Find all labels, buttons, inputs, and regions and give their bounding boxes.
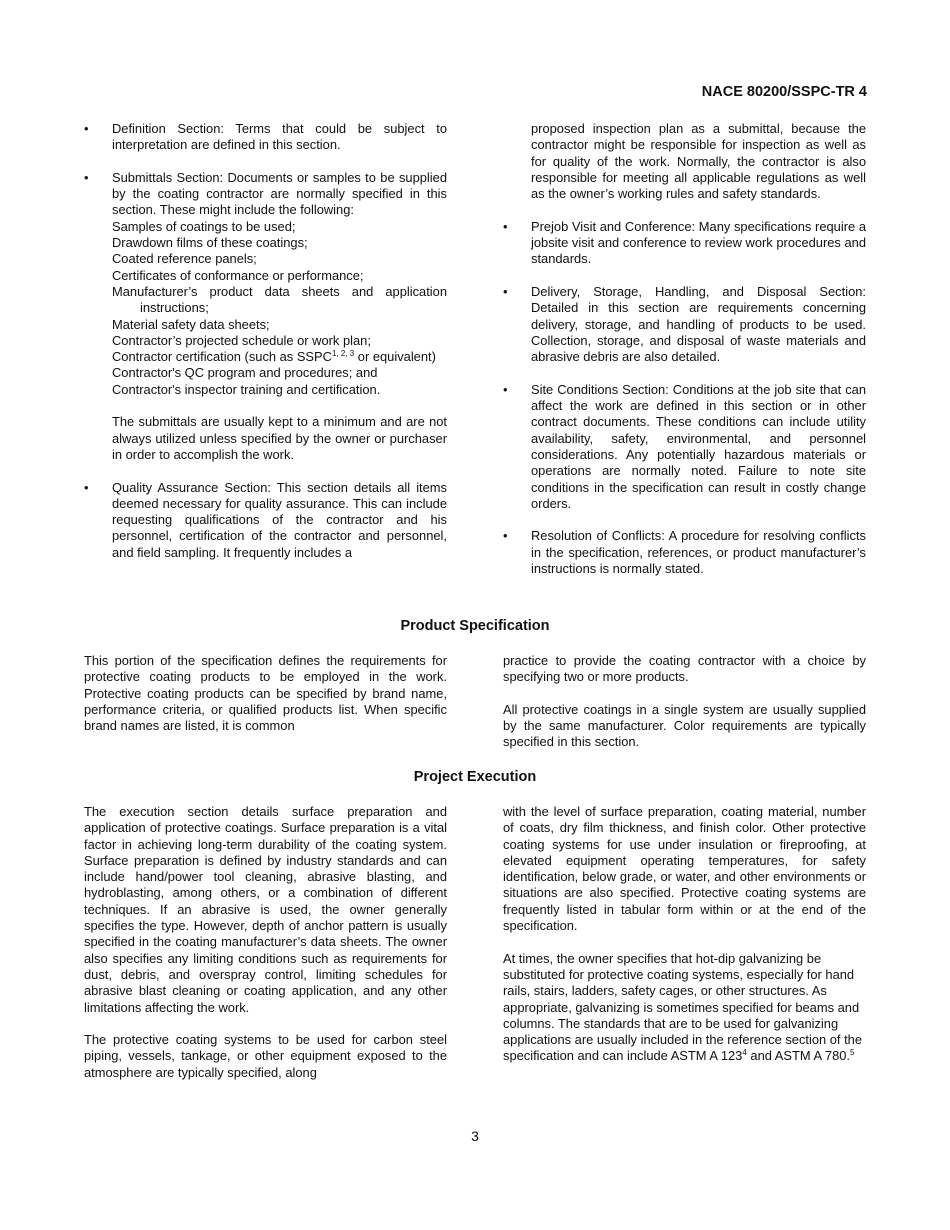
submittals-intro: Submittals Section: Documents or samples to be supplied by the coating contractor are normally specified in this section. These might include the following: [112,169,447,218]
product-spec-heading: Product Specification [400,618,550,634]
project-exec-left [84,804,447,1081]
bullet-icon: • [84,479,89,495]
project-exec-right [503,804,866,1065]
certification-tail: or equivalent) [354,349,436,365]
product-spec-left-text: This portion of the specification defines the requirements for protective coating products to be employed in the work. Protective coating products can be specified by brand name, performance criteria, or qualified products list. When specific brand names are listed, it is common [84,653,447,734]
list-item: Coated reference panels; [112,251,257,267]
project-exec-left-p2: The protective coating systems to be used for carbon steel piping, vessels, tankage, or other equipment exposed to the atmosphere are typically specified, along [84,1032,447,1080]
bullet-icon: • [503,381,508,397]
bullet-conflicts [503,528,866,577]
project-exec-heading: Project Execution [413,769,537,785]
list-item: Contractor's QC program and procedures; and [112,365,378,381]
right-column-top [503,121,866,577]
reference-superscript: 1, 2, 3 [331,349,355,359]
astm-mid-text: and ASTM A 780. [746,1048,851,1064]
page-number: 3 [471,1128,479,1144]
bullet-icon: • [503,528,508,544]
list-item: Manufacturer’s product data sheets and application instructions; [112,283,447,316]
list-item: Drawdown films of these coatings; [112,235,308,251]
list-item: Contractor’s projected schedule or work plan; [112,332,371,348]
list-item-certification [84,349,447,365]
bullet-prejob [503,219,866,268]
project-exec-left-p1: The execution section details surface preparation and application of protective coatings. Surface preparation is a vital factor in achieving long-term durability of the coating system. Surface preparation is defined by industry standards and can include hand/power tool cleaning, abrasive blasting, and hydroblasting, among others, or a combination of different techniques. If an abrasive is used, the owner generally specifies the type. However, depth of anchor pattern is usually specified in the coating manufacturer’s data sheets. The owner also specifies any limiting conditions such as requirements for dust, debris, and overspray control, limiting schedules for abrasive blast cleaning or coating application, and any other limitations affecting the work. [84,804,447,1015]
bullet-submittals [84,170,447,463]
bullet-icon: • [84,121,89,136]
product-spec-right-p1: practice to provide the coating contractor with a choice by specifying two or more products. [503,653,866,685]
product-spec-left [84,653,447,734]
bullet-delivery [503,284,866,365]
quality-text: Quality Assurance Section: This section details all items deemed necessary for quality assurance. This can include requesting qualifications of the contractor and his personnel, certification of the contractor and personnel, and field sampling. It frequently includes a [112,479,447,560]
quality-continued [503,121,866,202]
submittals-list [84,219,447,398]
list-item: Material safety data sheets; [112,316,270,332]
bullet-site [503,382,866,512]
definition-text: Definition Section: Terms that could be subject to interpretation are defined in this section. [112,121,447,153]
left-column-top [84,121,447,561]
prejob-text: Prejob Visit and Conference: Many specifications require a jobsite visit and conference to review work procedures and standards. [531,218,866,267]
delivery-text: Delivery, Storage, Handling, and Disposal Section: Detailed in this section are requirements concerning delivery, storage, and handling of products to be used. Collection, storage, and disposal of waste materials and abrasive debris are also detailed. [531,283,866,365]
bullet-icon: • [503,283,508,299]
product-spec-right [503,653,866,751]
project-exec-right-p2 [503,951,866,1065]
galvanizing-text: At times, the owner specifies that hot-dip galvanizing be substituted for protective coating systems, especially for hand rails, stairs, ladders, safety cages, or other structures. As appropriate, galvanizing is sometimes specified for beams and columns. The standards that are to be used for galvanizing applications are usually included in the reference section of the specification and can include ASTM A 123 [503,950,863,1064]
list-item: Samples of coatings to be used; [112,218,296,234]
bullet-icon: • [84,169,89,185]
list-item: Contractor's inspector training and certification. [112,381,381,397]
document-id-header: NACE 80200/SSPC-TR 4 [701,84,867,100]
certification-text: Contractor certification (such as SSPC [112,349,332,365]
site-text: Site Conditions Section: Conditions at the job site that can affect the work are defined in this section or in other contract documents. These conditions can include utility availability, safety, environmental, and personnel considerations. Any potentially hazardous materials or operations are normally noted. Failure to note site conditions in the specification can result in costly change orders. [531,381,866,511]
product-spec-right-p2: All protective coatings in a single system are usually supplied by the same manufacturer. Color requirements are typically specified in this section. [503,701,866,750]
bullet-icon: • [503,218,508,234]
reference-superscript-4: 4 [742,1048,747,1058]
quality-continued-text: proposed inspection plan as a submittal, because the contractor might be responsible for inspection as well as for quality of the work. Normally, the contractor is also responsible for meeting all applicable regulations as well as the owner’s working rules and safety standards. [531,121,866,202]
reference-superscript-5: 5 [850,1048,855,1058]
project-exec-right-p1: with the level of surface preparation, coating material, number of coats, dry film thickness, and finish color. Other protective coating systems for use under insulation or fireproofing, at elevated equipment operating temperatures, for safety identification, below grade, or water, and other environments or situations are also specified. Protective coating systems are frequently listed in tabular form within or at the end of the specification. [503,804,866,934]
submittals-note: The submittals are usually kept to a minimum and are not always utilized unless specified by the owner or purchaser in order to accomplish the work. [112,414,447,462]
bullet-definition [84,121,447,154]
conflicts-text: Resolution of Conflicts: A procedure for resolving conflicts in the specification, references, or product manufacturer’s instructions is normally stated. [531,528,866,577]
list-item: Certificates of conformance or performance; [112,267,364,283]
bullet-quality [84,480,447,561]
